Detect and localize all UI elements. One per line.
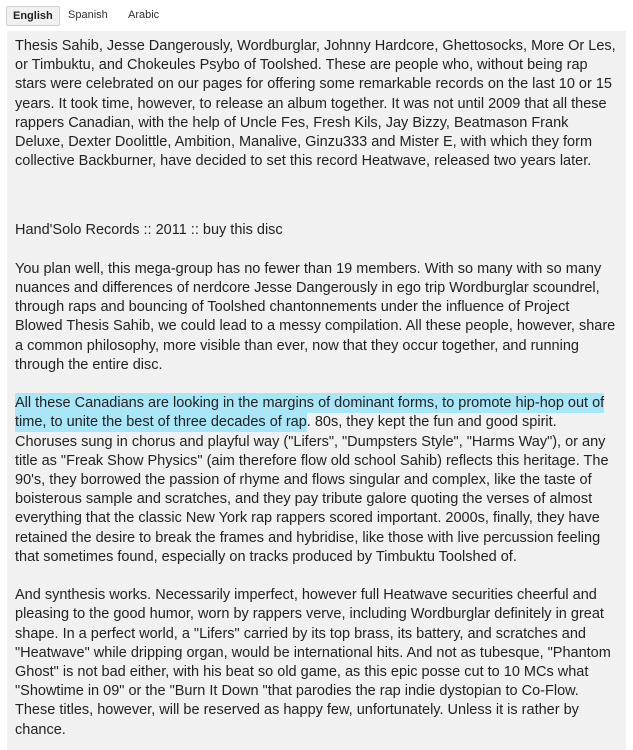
tab-english[interactable]: English [6, 6, 60, 26]
tab-spanish[interactable]: Spanish [68, 9, 108, 21]
label-line: Hand'Solo Records :: 2011 :: buy this disc [15, 222, 283, 239]
spacer [15, 171, 618, 221]
highlighted-text[interactable]: All these Canadians are looking in the margins of dominant forms, to promote hip-hop out of time, to unite the best of three decades of rap [15, 395, 605, 431]
intro-paragraph: Thesis Sahib, Jesse Dangerously, Wordburglar, Johnny Hardcore, Ghettosocks, More Or Les, or Timbuktu, and Chokeules Psybo of Toolshed. These are people who, without being rap stars were celebrated on our pages for offering some remarkable records on the last 10 or 15 years. It took time, however, to release an album together. It was not until 2009 that all these rappers Canadian, with the help of Uncle Fes, Fresh Kils, Jay Bizzy, Beatmason Frank Deluxe, Dexter Doolittle, Ambition, Manalive, Ginzu333 and Mister E, with which they form collective Backburner, have decided to set this record Heatwave, released two years later. [15, 38, 616, 170]
paragraph-4: And synthesis works. Necessarily imperfect, however full Heatwave securities cheerful and pleasing to the good humor, worn by rappers verve, including Wordburglar definitely in great shape. In a perfect world, a "Lifers" carried by its top brass, its battery, and scratches and "Heatwave" while dripping organ, would be international hits. And not as tubesque, "Phantom Ghost" is not bad either, with his beat so old game, as this epic posse cut to 10 MCs what "Showtime in 09" or the "Burn It Down "that parodies the rap indie dystopian to Co-Flow. These titles, however, will be reserved as happy few, unfortunately. Unless it is rather by chance. [15, 587, 611, 738]
spacer [15, 375, 618, 394]
tab-arabic[interactable]: Arabic [128, 9, 160, 21]
paragraph-2: You plan well, this mega-group has no fewer than 19 members. With so many with so many nuances and differences of nerdcore Jesse Dangerously in ego trip Wordburglar scoundrel, through raps and bouncing of Toolshed chantonnements under the influence of Project Blowed Thesis Sahib, we could lead to a messy compilation. All these people, however, share a common philosophy, more visible than ever, now that they occur together, and running through the entire disc. [15, 260, 616, 373]
language-tabs [0, 0, 633, 30]
paragraph-3-rest: . 80s, they kept the fun and good spirit. Choruses sung in chorus and playful way ("Lifers", "Dumpsters Style", "Harms Way"), or any title as "Freak Show Physics" (aim therefore flow old school Sahib) reflects this heritage. The 90's, they borrowed the passion of rhyme and flows singular and complex, like the taste of boisterous sample and scratches, and they pay tribute galore quoting the verses of almost everything that the classic New York rap rappers scored important. 2000s, finally, they have retained the desire to break the frames and hybridise, like those with live percussion feeling that sometimes found, especially on tracks produced by Timbuktu Toolshed of. [15, 414, 609, 565]
spacer [15, 567, 618, 586]
spacer [15, 241, 618, 260]
article-panel [7, 31, 626, 750]
paragraph-3 [15, 394, 618, 567]
